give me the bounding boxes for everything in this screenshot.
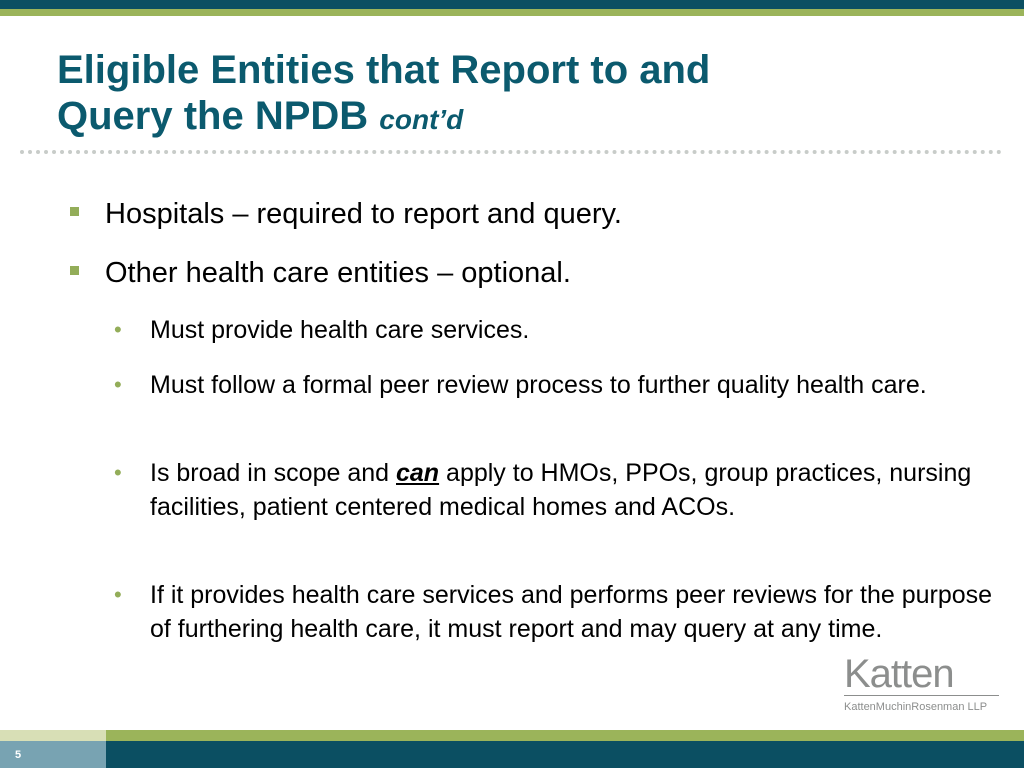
square-bullet-icon <box>70 266 79 275</box>
square-bullet-icon <box>70 207 79 216</box>
katten-logo <box>842 652 1002 714</box>
bullet-text: Hospitals – required to report and query. <box>105 198 622 230</box>
sub-bullet-text: Must follow a formal peer review process to further quality health care. <box>150 371 927 399</box>
logo-firm-name: KattenMuchinRosenman LLP <box>844 701 988 713</box>
page-number: 5 <box>15 749 22 761</box>
sub-bullet-text: Must provide health care services. <box>150 316 530 344</box>
bottom-band-dark <box>0 741 1024 768</box>
sub-bullet-text <box>150 456 995 524</box>
dot-bullet-icon: • <box>114 317 122 342</box>
title-line-1: Eligible Entities that Report to and <box>57 48 711 92</box>
dot-bullet-icon: • <box>114 372 122 397</box>
page-number-block-top <box>0 730 106 741</box>
title-suffix: cont’d <box>379 104 464 135</box>
dot-bullet-icon: • <box>114 460 122 485</box>
bottom-band-green <box>0 730 1024 741</box>
scope-text-after: apply to HMOs, PPOs, group practices, nursing facilities, patient centered medical homes and ACOs. <box>150 459 972 521</box>
scope-text-before: Is broad in scope and <box>150 459 396 487</box>
logo-rule <box>844 695 999 696</box>
bullet-text: Other health care entities – optional. <box>105 257 571 289</box>
title-line-2: Query the NPDB <box>57 94 369 138</box>
dot-bullet-icon: • <box>114 582 122 607</box>
sub-bullet-text: If it provides health care services and performs peer reviews for the purpose of furthering health care, it must report and may query at any time. <box>150 581 993 643</box>
logo-wordmark: Katten <box>844 652 954 696</box>
scope-emphasis: can <box>396 459 440 487</box>
